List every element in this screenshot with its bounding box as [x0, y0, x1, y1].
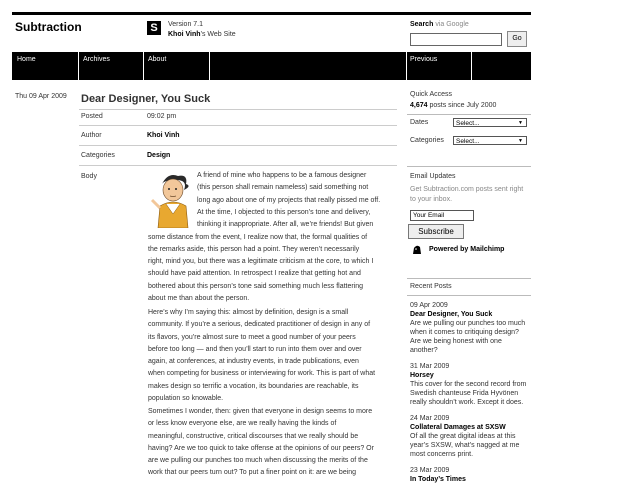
nav-divider	[406, 52, 407, 80]
recent-posts-title: Recent Posts	[410, 283, 452, 290]
author-link[interactable]: Khoi Vinh	[168, 31, 201, 38]
categories-select[interactable]	[453, 136, 527, 145]
mailchimp-logo-icon	[411, 244, 423, 255]
divider	[407, 114, 531, 115]
nav-divider	[143, 52, 144, 80]
post-body-para-2	[148, 307, 398, 405]
nav-divider	[209, 52, 210, 80]
body-line: or less know everyone else, are we really having the kinds of	[148, 420, 337, 428]
body-label: Body	[81, 173, 97, 180]
author-value-link[interactable]: Khoi Vinh	[147, 132, 180, 139]
recent-post-item	[410, 301, 530, 355]
body-line: long ago about one of my projects that really pissed me off.	[197, 196, 381, 204]
version-block	[168, 20, 236, 40]
body-line: are we pulling our punches too much when discussing the merits of the	[148, 457, 368, 465]
body-line: population so knowable.	[148, 395, 224, 403]
recent-post-date: 09 Apr 2009	[410, 302, 448, 309]
recent-post-desc: Are we pulling our punches too much when it comes to critiquing design? Are we being honest with one another?	[410, 320, 526, 354]
body-line: work that our peers turn out? To put a finer point on it: are we being	[148, 469, 357, 477]
chevron-down-icon: ▼	[518, 120, 523, 126]
body-line: its flavors, you’re almost sure to meet a good number of your peers	[148, 333, 356, 341]
nav-home[interactable]: Home	[17, 56, 36, 63]
main-nav	[12, 52, 531, 80]
body-line: should have paid attention. In retrospect I realize that getting hot and	[148, 270, 361, 278]
body-line: before too long — and then you’ll start to run into them over and over	[148, 345, 362, 353]
nav-previous[interactable]: Previous	[410, 56, 438, 63]
top-rule	[12, 12, 531, 15]
nav-divider	[471, 52, 472, 80]
recent-post-date: 31 Mar 2009	[410, 363, 450, 370]
body-line: community. If you’re a serious, dedicated practitioner of design in any of	[148, 321, 371, 329]
nav-about[interactable]: About	[148, 56, 167, 63]
nav-divider	[78, 52, 79, 80]
designer-illustration-icon	[148, 170, 192, 228]
posted-label: Posted	[81, 113, 103, 120]
post-body-para-1	[148, 232, 398, 306]
recent-post-item	[410, 466, 530, 484]
search-go-button[interactable]: Go	[507, 31, 527, 47]
dates-select[interactable]	[453, 118, 527, 127]
divider	[79, 165, 397, 166]
body-line: meaningful, constructive, critical discourses that we really should be	[148, 432, 359, 440]
subscribe-button[interactable]: Subscribe	[408, 224, 464, 239]
body-line: (this person shall remain nameless) said something not	[197, 184, 369, 192]
body-line: right, mind you, but there was a legitimate criticism at the core, to which I	[148, 258, 374, 266]
dates-select-value: Select...	[456, 120, 480, 127]
search-via: via Google	[435, 21, 469, 28]
body-line: Here’s why I’m saying this: almost by definition, design is a small	[148, 309, 349, 316]
divider	[407, 278, 531, 279]
email-updates-title: Email Updates	[410, 173, 456, 180]
post-count-number: 4,674	[410, 102, 428, 109]
email-description: Get Subtraction.com posts sent right to your inbox.	[410, 186, 524, 203]
categories-label: Categories	[81, 152, 115, 159]
tagline-suffix: ’s Web Site	[200, 31, 236, 38]
recent-post-item	[410, 414, 530, 459]
body-line: again, at conferences, at industry events, in trade publications, even	[148, 358, 359, 366]
divider	[407, 295, 531, 296]
dates-label: Dates	[410, 119, 429, 126]
recent-post-date: 24 Mar 2009	[410, 415, 450, 422]
recent-post-title-link[interactable]: Collateral Damages at SXSW	[410, 424, 506, 431]
chevron-down-icon: ▼	[518, 138, 523, 144]
recent-post-date: 23 Mar 2009	[410, 467, 450, 474]
post-count	[410, 102, 496, 109]
body-line: thinking it inappropriate. After all, we’re friends! But given	[197, 221, 374, 229]
recent-post-desc: This cover for the second record from Swedish chanteuse Frida Hyvönen really shouldn’t work. Except it does.	[410, 381, 527, 406]
site-logo-icon[interactable]: S	[147, 21, 161, 35]
version-label: Version 7.1	[168, 21, 204, 28]
body-line: having? Are we too quick to take offense at the opinions of our peers? Or	[148, 444, 374, 452]
body-line: At the time, I objected to this person’s tone and delivery,	[197, 208, 371, 216]
search-label	[410, 21, 469, 28]
powered-by-mailchimp[interactable]: Powered by Mailchimp	[429, 246, 505, 253]
divider	[79, 125, 397, 126]
body-line: A friend of mine who happens to be a famous designer	[197, 172, 367, 179]
categories-sidebar-label: Categories	[410, 137, 444, 144]
site-title[interactable]: Subtraction	[15, 20, 82, 34]
divider	[79, 145, 397, 146]
body-line: when competing for business or interviewing for work. This is part of what	[148, 370, 376, 378]
search-input[interactable]	[410, 33, 502, 46]
categories-value-link[interactable]: Design	[147, 152, 171, 159]
post-body-para-3	[148, 406, 398, 480]
search-label-text: Search	[410, 21, 434, 28]
post-title[interactable]: Dear Designer, You Suck	[81, 93, 211, 105]
post-date: Thu 09 Apr 2009	[15, 93, 67, 100]
site-tagline	[168, 30, 236, 40]
recent-post-title-link[interactable]: In Today’s Times	[410, 476, 466, 483]
recent-post-desc: Of all the great digital ideas at this year’s SXSW, what’s nagged at me most concerns print.	[410, 433, 520, 458]
divider	[79, 109, 397, 110]
post-body-wrap	[197, 170, 397, 231]
body-line: about me than about the person.	[148, 294, 250, 302]
nav-archives[interactable]: Archives	[83, 56, 110, 63]
body-line: Sometimes I wonder, then: given that everyone in design seems to more	[148, 408, 373, 415]
body-line: bothered about this person’s tone said something much less flattering	[148, 282, 364, 290]
posted-value: 09:02 pm	[147, 113, 177, 120]
recent-post-title-link[interactable]: Dear Designer, You Suck	[410, 311, 493, 318]
categories-select-value: Select...	[456, 138, 480, 145]
body-line: makes design so terrific a vocation, its boundaries are reachable, its	[148, 382, 359, 390]
recent-post-title-link[interactable]: Horsey	[410, 372, 434, 379]
body-line: the remarks aside, this person had a point. They weren’t necessarily	[148, 245, 360, 253]
recent-post-item	[410, 362, 530, 407]
author-label: Author	[81, 132, 102, 139]
email-input[interactable]: Your Email	[410, 210, 474, 221]
body-line: some distance from the event, I realize now that, the formal qualities of	[148, 233, 368, 241]
quick-access-title: Quick Access	[410, 91, 453, 98]
divider	[407, 166, 531, 167]
post-count-suffix: posts since July 2000	[427, 102, 497, 109]
